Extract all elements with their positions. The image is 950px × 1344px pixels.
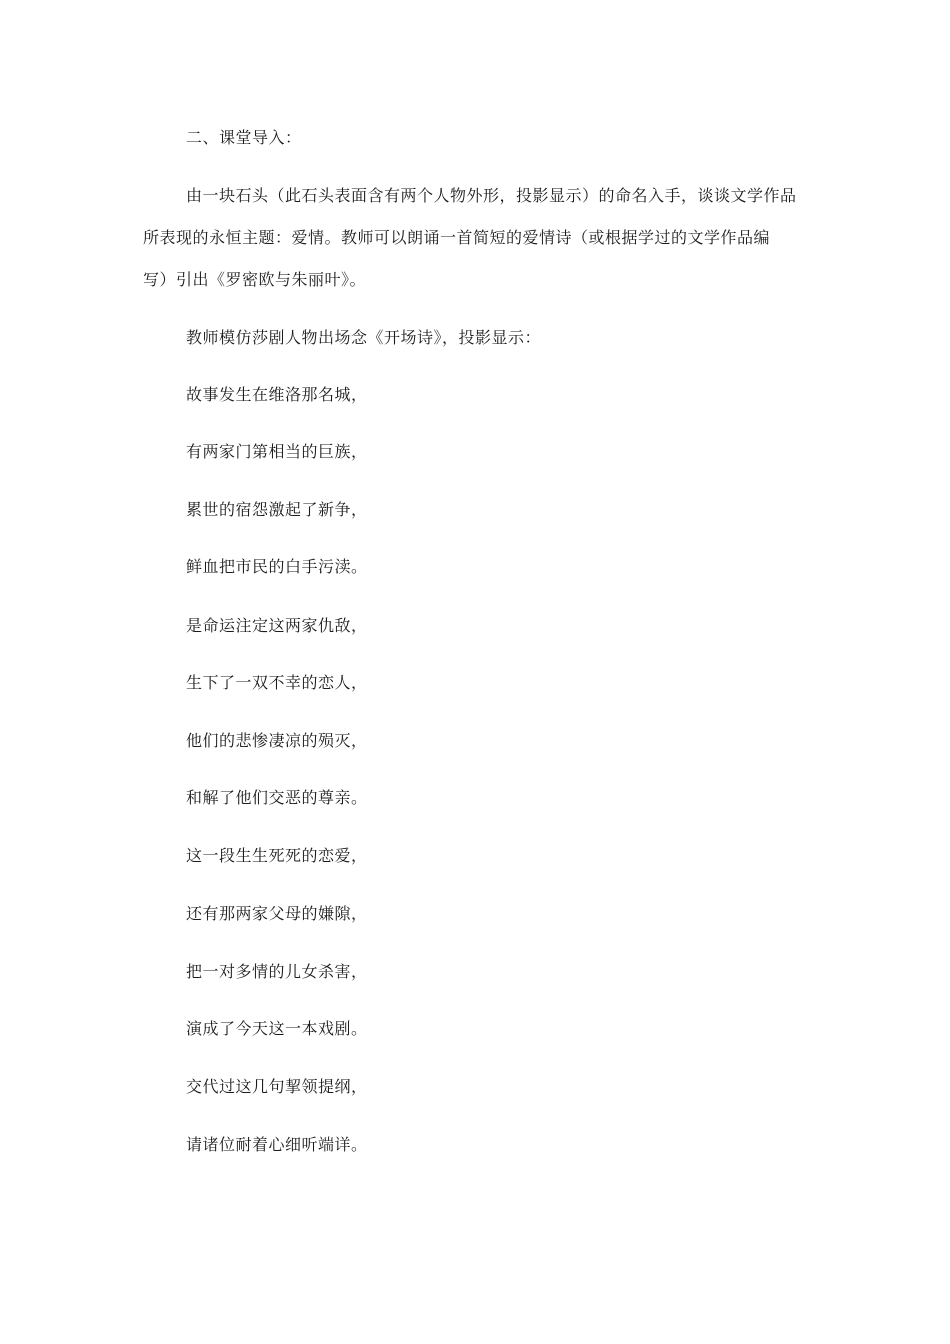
poem-line: 故事发生在维洛那名城， [186, 385, 368, 404]
poem-line: 生下了一双不幸的恋人， [186, 673, 368, 692]
poem-line: 有两家门第相当的巨族， [186, 442, 368, 461]
poem-line: 和解了他们交恶的尊亲。 [186, 788, 368, 807]
poem-line: 交代过这几句挈领提纲， [186, 1077, 368, 1096]
section-heading: 二、课堂导入： [186, 128, 302, 147]
poem-line: 这一段生生死死的恋爱， [186, 846, 368, 865]
poem-line: 累世的宿怨激起了新争， [186, 500, 368, 519]
poem-line: 是命运注定这两家仇敌， [186, 616, 368, 635]
poem-line: 把一对多情的儿女杀害， [186, 962, 368, 981]
intro-paragraph-line-2: 所表现的永恒主题：爱情。教师可以朗诵一首简短的爱情诗（或根据学过的文学作品编 [143, 228, 771, 247]
poem-line: 还有那两家父母的嫌隙， [186, 904, 368, 923]
poem-line: 请诸位耐着心细听端详。 [186, 1135, 368, 1154]
poem-line: 演成了今天这一本戏剧。 [186, 1019, 368, 1038]
intro-paragraph-line-3: 写）引出《罗密欧与朱丽叶》。 [143, 270, 367, 289]
teacher-note: 教师模仿莎剧人物出场念《开场诗》，投影显示： [186, 328, 542, 347]
poem-line: 鲜血把市民的白手污渎。 [186, 557, 368, 576]
intro-paragraph-line-1: 由一块石头（此石头表面含有两个人物外形，投影显示）的命名入手，谈谈文学作品 [186, 186, 797, 205]
poem-line: 他们的悲惨凄凉的殒灭， [186, 731, 368, 750]
